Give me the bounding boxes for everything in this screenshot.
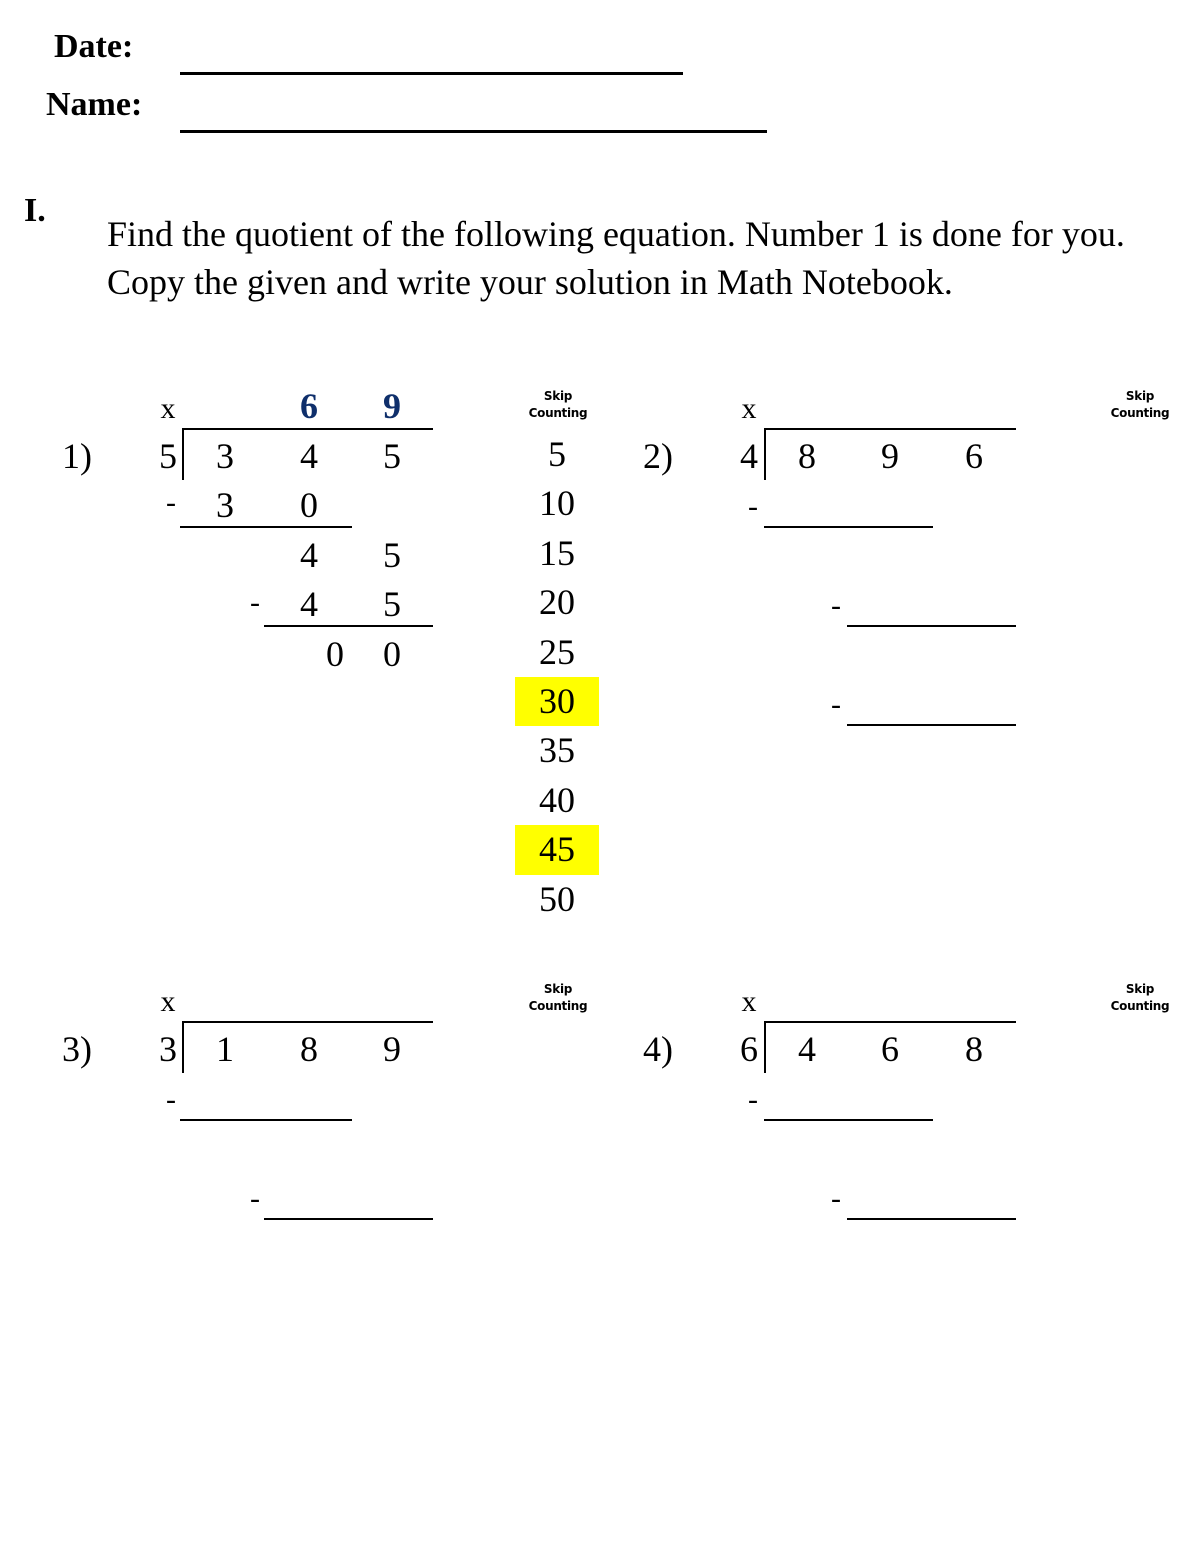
quotient-digit: 6 <box>300 386 318 426</box>
division-bracket <box>182 430 184 480</box>
skip-count-value: 35 <box>539 730 575 771</box>
answer-blank-line[interactable] <box>180 1119 352 1121</box>
work-digit: 4 <box>300 584 318 624</box>
dividend-digit: 4 <box>300 436 318 476</box>
dividend-digit: 8 <box>798 436 816 476</box>
skip-count-value-highlighted: 45 <box>515 825 599 874</box>
skip-count-value: 25 <box>539 631 575 672</box>
skip-count-value-highlighted: 30 <box>515 677 599 726</box>
divisor: 4 <box>740 436 758 476</box>
dividend-digit: 5 <box>383 436 401 476</box>
answer-blank-line[interactable] <box>264 1218 433 1220</box>
minus-sign: - <box>166 486 176 519</box>
multiply-x-label: x <box>741 392 757 425</box>
minus-sign: - <box>748 1083 758 1116</box>
dividend-digit: 4 <box>798 1029 816 1069</box>
remainder-digit: 0 <box>326 634 344 674</box>
division-bracket <box>764 1023 766 1073</box>
work-digit: 3 <box>216 485 234 525</box>
skip-count-value: 15 <box>539 532 575 573</box>
minus-sign: - <box>250 1182 260 1215</box>
problem-label: 3) <box>62 1029 92 1069</box>
dividend-digit: 6 <box>965 436 983 476</box>
dividend-digit: 9 <box>881 436 899 476</box>
division-bar <box>764 428 1016 430</box>
remainder-digit: 0 <box>383 634 401 674</box>
subtraction-line <box>180 526 352 528</box>
skip-count-value: 50 <box>539 878 575 919</box>
dividend-digit: 8 <box>300 1029 318 1069</box>
work-digit: 5 <box>383 584 401 624</box>
subtraction-line <box>264 625 433 627</box>
division-bar <box>182 1021 433 1023</box>
minus-sign: - <box>748 490 758 523</box>
answer-blank-line[interactable] <box>764 526 933 528</box>
skip-counting-title: Skip Counting <box>1110 982 1170 1013</box>
work-digit: 4 <box>300 535 318 575</box>
skip-counting-title: Skip Counting <box>528 389 588 420</box>
quotient-digit: 9 <box>383 386 401 426</box>
problem-label: 4) <box>643 1029 673 1069</box>
problem-label: 1) <box>62 436 92 476</box>
date-label: Date: <box>54 28 134 65</box>
minus-sign: - <box>831 589 841 622</box>
work-digit: 5 <box>383 535 401 575</box>
dividend-digit: 8 <box>965 1029 983 1069</box>
divisor: 3 <box>159 1029 177 1069</box>
section-number: I. <box>24 192 46 229</box>
answer-blank-line[interactable] <box>764 1119 933 1121</box>
minus-sign: - <box>166 1083 176 1116</box>
division-bar <box>764 1021 1016 1023</box>
instruction-text: Find the quotient of the following equation. Number 1 is done for you. Copy the given and write your solution in Math Notebook. <box>107 214 1125 302</box>
problem-label: 2) <box>643 436 673 476</box>
division-bar <box>182 428 433 430</box>
minus-sign: - <box>250 586 260 619</box>
skip-counting-title: Skip Counting <box>1110 389 1170 420</box>
date-blank-line[interactable] <box>180 72 683 75</box>
name-blank-line[interactable] <box>180 130 767 133</box>
multiply-x-label: x <box>160 985 176 1018</box>
multiply-x-label: x <box>741 985 757 1018</box>
division-bracket <box>764 430 766 480</box>
multiply-x-label: x <box>160 392 176 425</box>
skip-counting-title: Skip Counting <box>528 982 588 1013</box>
skip-counting-column <box>515 430 599 924</box>
divisor: 6 <box>740 1029 758 1069</box>
answer-blank-line[interactable] <box>847 1218 1016 1220</box>
answer-blank-line[interactable] <box>847 625 1016 627</box>
answer-blank-line[interactable] <box>847 724 1016 726</box>
divisor: 5 <box>159 436 177 476</box>
name-label: Name: <box>46 86 143 123</box>
skip-count-value: 40 <box>539 779 575 820</box>
work-digit: 0 <box>300 485 318 525</box>
skip-count-value: 20 <box>539 582 575 623</box>
skip-count-value: 5 <box>548 434 566 474</box>
dividend-digit: 3 <box>216 436 234 476</box>
minus-sign: - <box>831 688 841 721</box>
dividend-digit: 6 <box>881 1029 899 1069</box>
skip-count-value: 10 <box>539 483 575 524</box>
minus-sign: - <box>831 1182 841 1215</box>
division-bracket <box>182 1023 184 1073</box>
dividend-digit: 9 <box>383 1029 401 1069</box>
dividend-digit: 1 <box>216 1029 234 1069</box>
